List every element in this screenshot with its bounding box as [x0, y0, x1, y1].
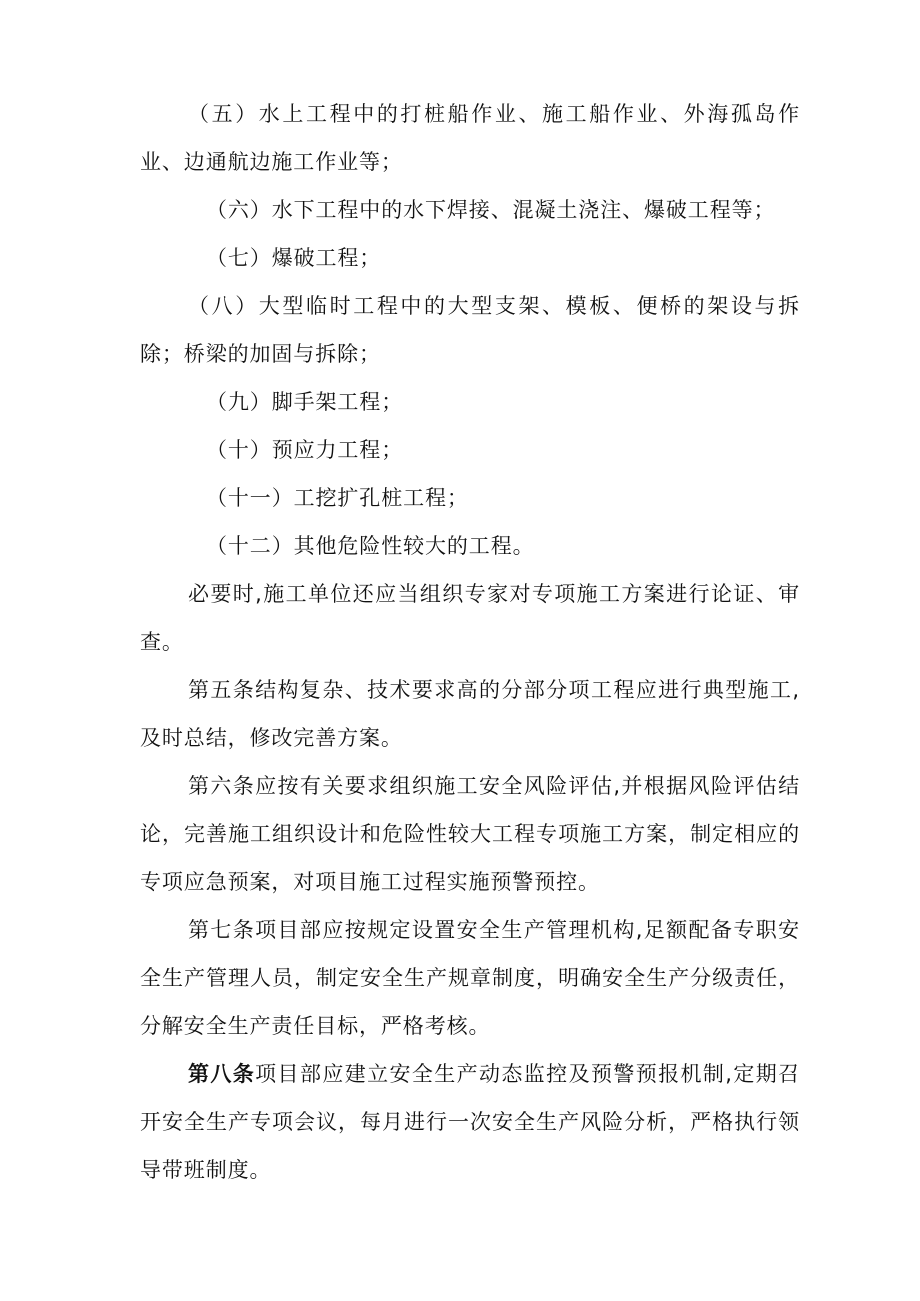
paragraph-article-5: 第五条结构复杂、技术要求高的分部分项工程应进行典型施工,及时总结，修改完善方案。: [140, 678, 800, 750]
paragraph-expert-review: 必要时,施工单位还应当组织专家对专项施工方案进行论证、审查。: [140, 582, 800, 654]
document-body: [140, 90, 800, 1194]
article-8-text: 项目部应建立安全生产动态监控及预警预报机制,定期召开安全生产专项会议，每月进行一次安全生产风险分析，严格执行领导带班制度。: [140, 1062, 800, 1182]
paragraph-item-12: （十二）其他危险性较大的工程。: [206, 534, 535, 558]
paragraph-item-11: （十一）工挖扩孔桩工程；: [206, 486, 469, 510]
paragraph-item-9: （九）脚手架工程；: [206, 390, 404, 414]
paragraph-article-6: 第六条应按有关要求组织施工安全风险评估,并根据风险评估结论，完善施工组织设计和危险性较大工程专项施工方案，制定相应的专项应急预案，对项目施工过程实施预警预控。: [140, 774, 800, 894]
paragraph-item-7: （七）爆破工程；: [206, 246, 382, 270]
paragraph-item-8: （八）大型临时工程中的大型支架、模板、便桥的架设与拆除；桥梁的加固与拆除；: [140, 294, 800, 366]
paragraph-article-7: 第七条项目部应按规定设置安全生产管理机构,足额配备专职安全生产管理人员，制定安全生产规章制度，明确安全生产分级责任，分解安全生产责任目标，严格考核。: [140, 918, 800, 1038]
article-8-lead: 第八条: [188, 1062, 256, 1086]
paragraph-item-6: （六）水下工程中的水下焊接、混凝土浇注、爆破工程等；: [206, 198, 776, 222]
paragraph-article-8: [140, 1050, 800, 1194]
paragraph-item-10: （十）预应力工程；: [206, 438, 404, 462]
paragraph-item-5: （五）水上工程中的打桩船作业、施工船作业、外海孤岛作业、边通航边施工作业等；: [140, 102, 800, 174]
